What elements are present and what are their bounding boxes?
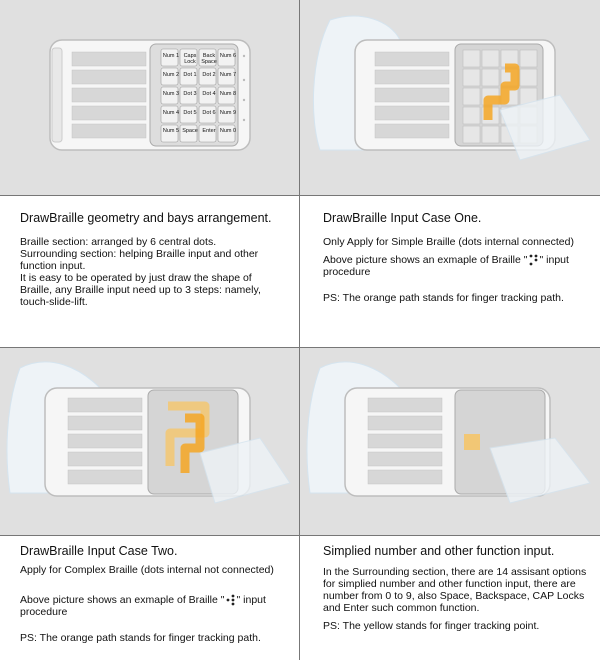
key-dot-4[interactable]: Dot 4 [202, 91, 216, 97]
key-num-5[interactable]: Num 5 [162, 128, 180, 134]
panel-2-text [300, 196, 600, 347]
panel-1-line-5: Braille, any Braille input need up to 3 steps: namely, [20, 284, 261, 296]
panel-2-line-2b: " input [539, 254, 569, 266]
panel-4-line-3: number from 0 to 9, also Space, Backspace, CAP Locks [323, 590, 585, 602]
key-num-4[interactable]: Num 4 [162, 110, 180, 116]
panel-2-line-3: procedure [323, 266, 371, 278]
key-num-8[interactable]: Num 8 [219, 91, 237, 97]
panel-4-ps: PS: The yellow stands for finger tracking point. [323, 620, 540, 632]
key-num-9[interactable]: Num 9 [219, 110, 237, 116]
panel-3-title: DrawBraille Input Case Two. [20, 544, 178, 558]
panel-1-line-4: It is easy to be operated by just draw the shape of [20, 272, 252, 284]
key-num-2[interactable]: Num 2 [162, 72, 180, 78]
panel-4-line-1: In the Surrounding section, there are 14 assisant options [323, 566, 587, 578]
key-num-0[interactable]: Num 0 [219, 128, 237, 134]
device-diagram-number-input [300, 348, 600, 535]
panel-1-line-2: Surrounding section: helping Braille input and other [20, 248, 259, 260]
panel-3-line-2 [20, 594, 266, 606]
key-back-space[interactable]: Back Space [201, 53, 217, 65]
key-enter[interactable]: Enter [202, 128, 216, 134]
panel-4-line-2: for simplied number and other function input, there are [323, 578, 576, 590]
panel-1-line-3: function input. [20, 260, 86, 272]
key-num-3[interactable]: Num 3 [162, 91, 180, 97]
panel-4-image [300, 348, 600, 535]
key-dot-3[interactable]: Dot 3 [183, 91, 197, 97]
key-dot-1[interactable]: Dot 1 [183, 72, 197, 78]
panel-4-title: Simplied number and other function input. [323, 544, 555, 558]
panel-3-line-2b: " input [236, 594, 266, 606]
panel-2-line-2a: Above picture shows an exmaple of Braille " [323, 254, 528, 266]
key-num-7[interactable]: Num 7 [219, 72, 237, 78]
key-dot-5[interactable]: Dot 5 [183, 110, 197, 116]
horizontal-divider-1 [0, 195, 600, 196]
panel-1-line-1: Braille section: arranged by 6 central dots. [20, 236, 217, 248]
key-caps-lock[interactable]: Caps Lock [183, 53, 197, 65]
key-dot-6[interactable]: Dot 6 [202, 110, 216, 116]
panel-3-text [0, 536, 299, 660]
device-diagram-case-two [0, 348, 299, 535]
device-diagram-case-one [300, 0, 600, 195]
key-space[interactable]: Space [182, 128, 198, 134]
horizontal-divider-3 [0, 535, 600, 536]
panel-3-line-1: Apply for Complex Braille (dots internal not connected) [20, 564, 274, 576]
panel-3-line-3: procedure [20, 606, 68, 618]
panel-1-image [0, 0, 299, 195]
key-labels-layer [0, 0, 299, 195]
panel-2-image [300, 0, 600, 195]
panel-1-text [0, 196, 299, 347]
panel-2-line-2 [323, 254, 569, 266]
horizontal-divider-2 [0, 347, 600, 348]
key-num-6[interactable]: Num 6 [219, 53, 237, 59]
panel-4-line-4: and Enter such common function. [323, 602, 480, 614]
key-num-1[interactable]: Num 1 [162, 53, 180, 59]
panel-2-line-1: Only Apply for Simple Braille (dots internal connected) [323, 236, 574, 248]
yellow-tracking-point [464, 434, 480, 450]
panel-2-title: DrawBraille Input Case One. [323, 211, 482, 225]
braille-symbol-icon [225, 594, 237, 606]
panel-3-image [0, 348, 299, 535]
panel-3-ps: PS: The orange path stands for finger tracking path. [20, 632, 261, 644]
key-dot-2[interactable]: Dot 2 [202, 72, 216, 78]
panel-1-line-6: touch-slide-lift. [20, 296, 88, 308]
panel-3-line-2a: Above picture shows an exmaple of Braille " [20, 594, 225, 606]
panel-1-title: DrawBraille geometry and bays arrangement. [20, 211, 272, 225]
panel-2-ps: PS: The orange path stands for finger tracking path. [323, 292, 564, 304]
braille-symbol-icon [528, 254, 540, 266]
panel-4-text [300, 536, 600, 660]
vertical-divider [299, 0, 300, 660]
